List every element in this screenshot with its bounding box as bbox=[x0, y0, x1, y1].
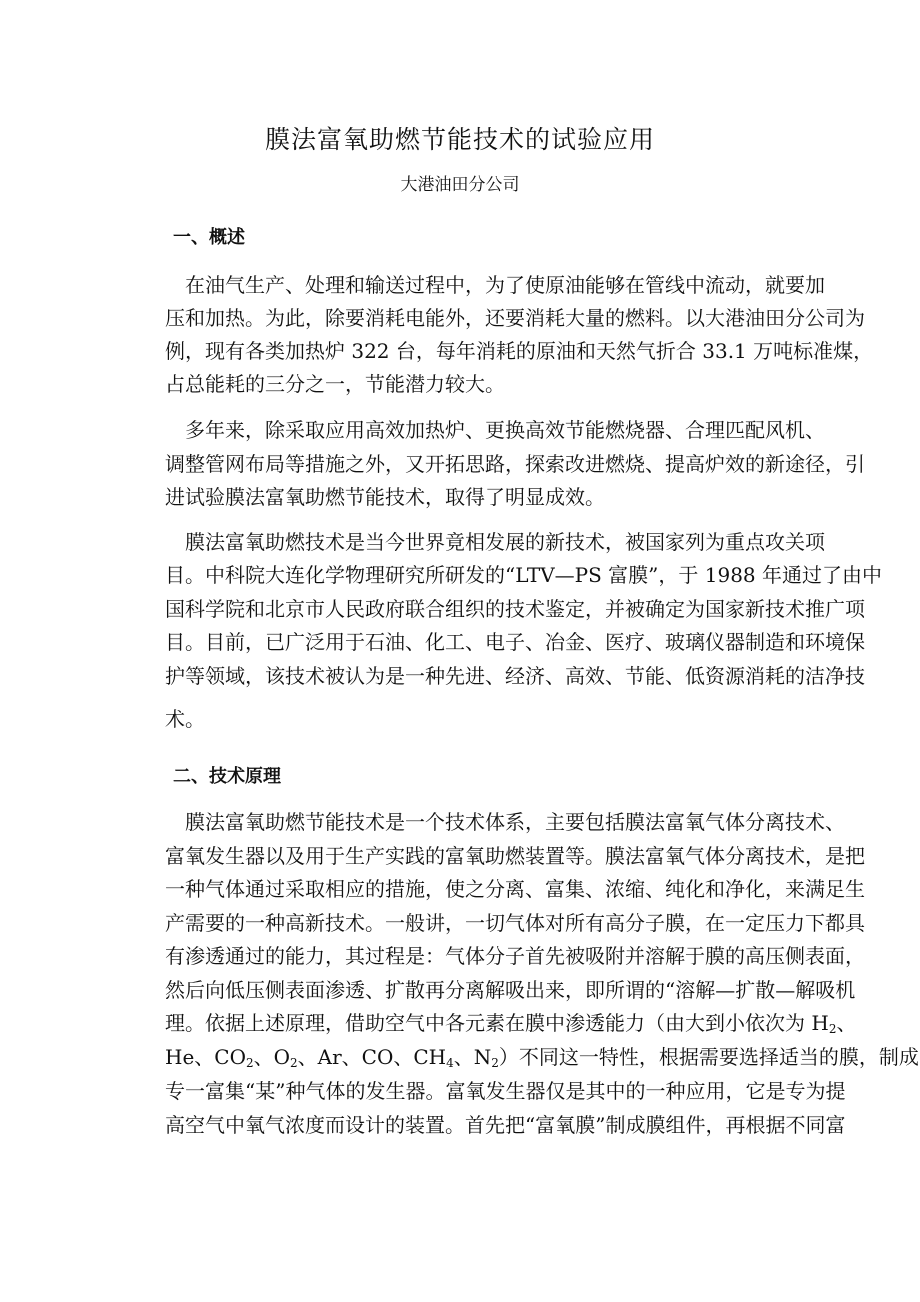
document-title: 膜法富氧助燃节能技术的试验应用 bbox=[264, 125, 655, 154]
paragraph-3-line bbox=[165, 707, 795, 731]
paragraph-3-line bbox=[165, 630, 865, 654]
paragraph-2-line bbox=[165, 452, 865, 476]
text-run: 进试验膜法富氧助燃节能技术，取得了明显成效。 bbox=[165, 485, 605, 509]
paragraph-3-line bbox=[165, 563, 883, 587]
text-run: 国科学院和北京市人民政府联合组织的技术鉴定，并被确定为国家新技术推广项 bbox=[165, 597, 865, 621]
text-run: 、O bbox=[253, 1045, 291, 1069]
document-subtitle: 大港油田分公司 bbox=[400, 175, 520, 195]
text-run: 在油气生产、处理和输送过程中，为了使原油能够在管线中流动，就要加 bbox=[185, 273, 825, 297]
paragraph-1-line bbox=[165, 372, 795, 396]
text-run: 富氧发生器以及用于生产实践的富氧助燃装置等。膜法富氧气体分离技术，是把 bbox=[165, 844, 865, 868]
paragraph-4-line bbox=[165, 844, 865, 868]
text-run: 、Ar、CO、CH bbox=[297, 1045, 447, 1069]
text-run: 理。依据上述原理，借助空气中各元素在膜中渗透能力（由大到小依次为 H bbox=[165, 1011, 829, 1035]
text-run: 目。中科院大连化学物理研究所研发的“LTV—PS 富膜”，于 1988 年通过了由中 bbox=[165, 563, 883, 587]
text-run: 护等领域，该技术被认为是一种先进、经济、高效、节能、低资源消耗的洁净技 bbox=[165, 664, 865, 688]
section-heading-overview: 一、概述 bbox=[173, 227, 245, 248]
text-run: 膜法富氧助燃节能技术是一个技术体系，主要包括膜法富氧气体分离技术、 bbox=[185, 810, 845, 834]
paragraph-2-line bbox=[185, 418, 825, 442]
paragraph-4-line bbox=[185, 810, 845, 834]
text-run: 调整管网布局等措施之外，又开拓思路，探索改进燃烧、提高炉效的新途径，引 bbox=[165, 452, 865, 476]
paragraph-1-line bbox=[185, 273, 825, 297]
paragraph-4-line bbox=[165, 911, 865, 935]
paragraph-4-line bbox=[165, 978, 856, 1002]
text-run: 一种气体通过采取相应的措施，使之分离、富集、浓缩、纯化和净化，来满足生 bbox=[165, 877, 865, 901]
paragraph-3-line bbox=[165, 664, 865, 688]
paragraph-4-line bbox=[165, 1079, 846, 1103]
text-run: 膜法富氧助燃技术是当今世界竟相发展的新技术，被国家列为重点攻关项 bbox=[185, 530, 825, 554]
text-run: 、 bbox=[836, 1011, 857, 1035]
text-run: 例，现有各类加热炉 322 台，每年消耗的原油和天然气折合 33.1 万吨标准煤， bbox=[165, 339, 874, 363]
subscript: 2 bbox=[290, 1056, 298, 1070]
paragraph-4-line bbox=[165, 1113, 846, 1137]
text-run: 专一富集“某”种气体的发生器。富氧发生器仅是其中的一种应用，它是专为提 bbox=[165, 1079, 846, 1103]
text-run: ）不同这一特性，根据需要选择适当的膜，制成 bbox=[498, 1045, 919, 1069]
text-run: He、CO bbox=[165, 1045, 246, 1069]
text-run: 产需要的一种高新技术。一般讲，一切气体对所有高分子膜，在一定压力下都具 bbox=[165, 911, 865, 935]
text-run: 高空气中氧气浓度而设计的装置。首先把“富氧膜”制成膜组件，再根据不同富 bbox=[165, 1113, 846, 1137]
subscript: 2 bbox=[245, 1056, 254, 1070]
paragraph-1-line bbox=[165, 339, 874, 363]
subscript: 2 bbox=[828, 1022, 837, 1036]
text-run: 多年来，除采取应用高效加热炉、更换高效节能燃烧器、合理匹配风机、 bbox=[185, 418, 825, 442]
paragraph-4-line bbox=[165, 1011, 857, 1036]
section-heading-principle: 二、技术原理 bbox=[173, 766, 281, 787]
text-run: 压和加热。为此，除要消耗电能外，还要消耗大量的燃料。以大港油田分公司为 bbox=[165, 306, 865, 330]
subscript: 2 bbox=[491, 1056, 499, 1070]
paragraph-1-line bbox=[165, 306, 865, 330]
paragraph-4-line bbox=[165, 877, 865, 901]
paragraph-4-line bbox=[165, 944, 865, 968]
text-run: 、N bbox=[453, 1045, 492, 1069]
text-run: 目。目前，已广泛用于石油、化工、电子、冶金、医疗、玻璃仪器制造和环境保 bbox=[165, 630, 865, 654]
subscript: 4 bbox=[446, 1056, 454, 1070]
text-run: 有渗透通过的能力，其过程是：气体分子首先被吸附并溶解于膜的高压侧表面， bbox=[165, 944, 865, 968]
text-run: 占总能耗的三分之一，节能潜力较大。 bbox=[165, 372, 505, 396]
paragraph-2-line bbox=[165, 485, 795, 509]
text-run: 术。 bbox=[165, 707, 205, 731]
paragraph-4-line bbox=[165, 1045, 919, 1070]
paragraph-3-line bbox=[185, 530, 825, 554]
text-run: 然后向低压侧表面渗透、扩散再分离解吸出来，即所谓的“溶解—扩散—解吸机 bbox=[165, 978, 856, 1002]
paragraph-3-line bbox=[165, 597, 865, 621]
